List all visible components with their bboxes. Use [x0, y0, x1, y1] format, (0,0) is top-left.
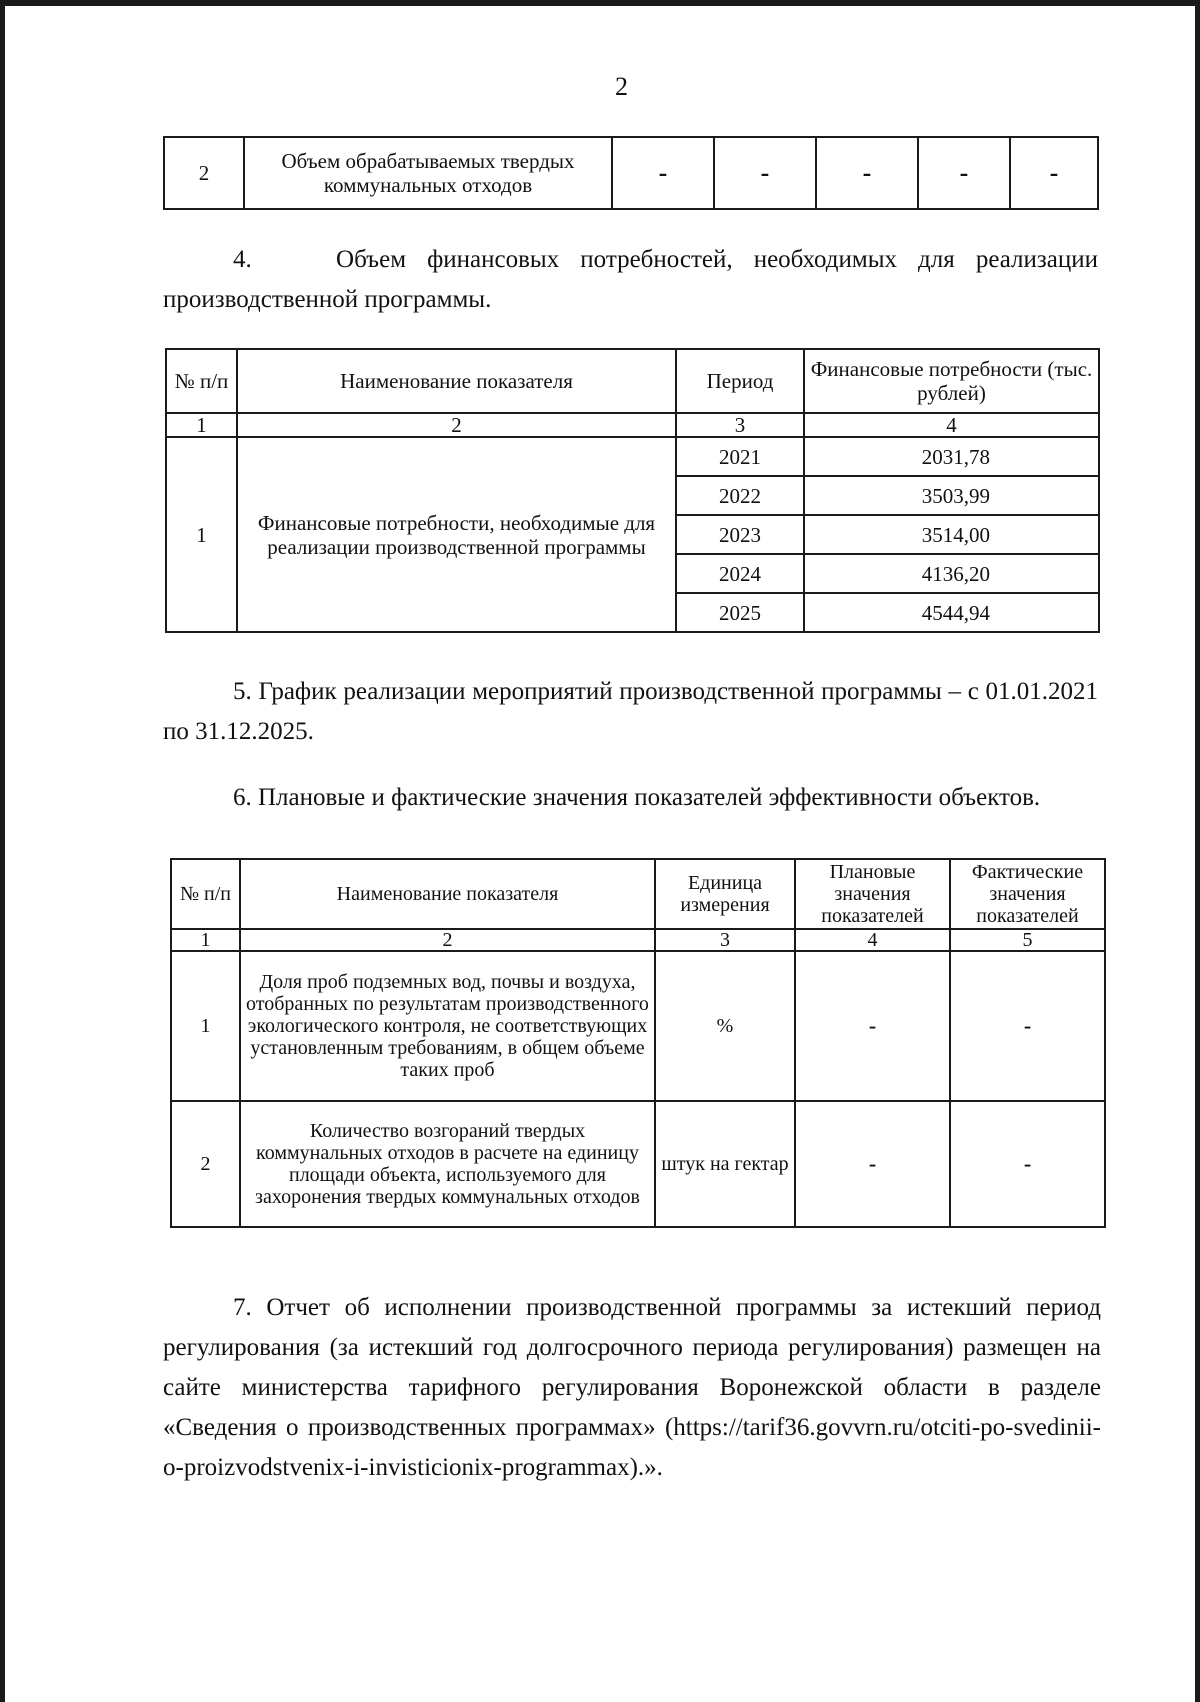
- header-name: Наименование показателя: [237, 349, 676, 413]
- section-6-text: 6. Плановые и фактические значения показателей эффективности объектов.: [233, 784, 1041, 811]
- header-num: № п/п: [171, 859, 240, 929]
- row-number: 2: [171, 1101, 240, 1227]
- finance-value: 2031,78: [804, 437, 1099, 476]
- finance-value: 3503,99: [804, 476, 1099, 515]
- page-number: 2: [615, 72, 628, 101]
- header-name: Наименование показателя: [240, 859, 655, 929]
- header-unit: Единица измерения: [655, 859, 795, 929]
- value-cell: -: [918, 137, 1010, 209]
- period-year: 2022: [676, 476, 804, 515]
- header-plan: Плановые значения показателей: [795, 859, 950, 929]
- section-7-paragraph: [163, 1288, 1101, 1488]
- plan-value: -: [795, 951, 950, 1101]
- column-number: 4: [804, 413, 1099, 437]
- fact-value: -: [950, 951, 1105, 1101]
- column-number: 2: [237, 413, 676, 437]
- table-header-row: [166, 349, 1099, 413]
- column-number: 3: [676, 413, 804, 437]
- value-cell: -: [612, 137, 714, 209]
- section-4-text: Объем финансовых потребностей, необходимых для реализации производственной программы.: [163, 246, 1098, 313]
- column-number-row: [166, 413, 1099, 437]
- row-number: 1: [171, 951, 240, 1101]
- header-num: № п/п: [166, 349, 237, 413]
- table-row: [171, 951, 1105, 1101]
- column-number: 5: [950, 929, 1105, 951]
- row-number: 2: [164, 137, 244, 209]
- period-year: 2023: [676, 515, 804, 554]
- column-number-row: [171, 929, 1105, 951]
- unit-cell: %: [655, 951, 795, 1101]
- section-7-text: 7. Отчет об исполнении производственной программы за истекший период регулирования (за истекший год долгосрочного периода регулирования) размещен на сайте министерства тарифного регулирования Воронежской области в разделе «Сведения о производственных программах» (https://tarif36.govvrn.ru/otciti-po-svedinii-o-proizvodstvenix-i-invisticionix-programmax).».: [163, 1294, 1101, 1481]
- unit-cell: штук на гектар: [655, 1101, 795, 1227]
- value-cell: -: [1010, 137, 1098, 209]
- section-4-number: 4.: [233, 246, 252, 273]
- header-needs: Финансовые потребности (тыс. рублей): [804, 349, 1099, 413]
- row-number: 1: [166, 437, 237, 632]
- indicator-name: Доля проб подземных вод, почвы и воздуха, отобранных по результатам производственного экологического контроля, не соответствующих установленным требованиям, в общем объеме таких проб: [240, 951, 655, 1101]
- header-period: Период: [676, 349, 804, 413]
- scan-border-top: [0, 0, 1200, 6]
- scan-border-left: [0, 0, 5, 1702]
- table-row: [164, 137, 1098, 209]
- plan-value: -: [795, 1101, 950, 1227]
- section-5-paragraph: [163, 672, 1098, 752]
- column-number: 1: [171, 929, 240, 951]
- section-5-text: 5. График реализации мероприятий производственной программы – с 01.01.2021 по 31.12.2025.: [163, 678, 1098, 745]
- table-row: [171, 1101, 1105, 1227]
- section-4-paragraph: [163, 240, 1098, 320]
- column-number: 1: [166, 413, 237, 437]
- section-6-paragraph: [163, 778, 1101, 818]
- indicator-name: Количество возгораний твердых коммунальных отходов в расчете на единицу площади объекта, используемого для захоронения твердых коммунальных отходов: [240, 1101, 655, 1227]
- column-number: 2: [240, 929, 655, 951]
- efficiency-table: [170, 858, 1106, 1228]
- column-number: 3: [655, 929, 795, 951]
- period-year: 2021: [676, 437, 804, 476]
- value-cell: -: [816, 137, 918, 209]
- finance-table: [165, 348, 1100, 633]
- fragment-table: [163, 136, 1099, 210]
- table-row: [166, 437, 1099, 476]
- period-year: 2024: [676, 554, 804, 593]
- indicator-name: Финансовые потребности, необходимые для реализации производственной программы: [237, 437, 676, 632]
- finance-value: 3514,00: [804, 515, 1099, 554]
- fact-value: -: [950, 1101, 1105, 1227]
- table-header-row: [171, 859, 1105, 929]
- period-year: 2025: [676, 593, 804, 632]
- value-cell: -: [714, 137, 816, 209]
- column-number: 4: [795, 929, 950, 951]
- finance-value: 4136,20: [804, 554, 1099, 593]
- indicator-name: Объем обрабатываемых твердых коммунальных отходов: [244, 137, 612, 209]
- header-fact: Фактические значения показателей: [950, 859, 1105, 929]
- scan-border-right: [1195, 0, 1200, 1702]
- finance-value: 4544,94: [804, 593, 1099, 632]
